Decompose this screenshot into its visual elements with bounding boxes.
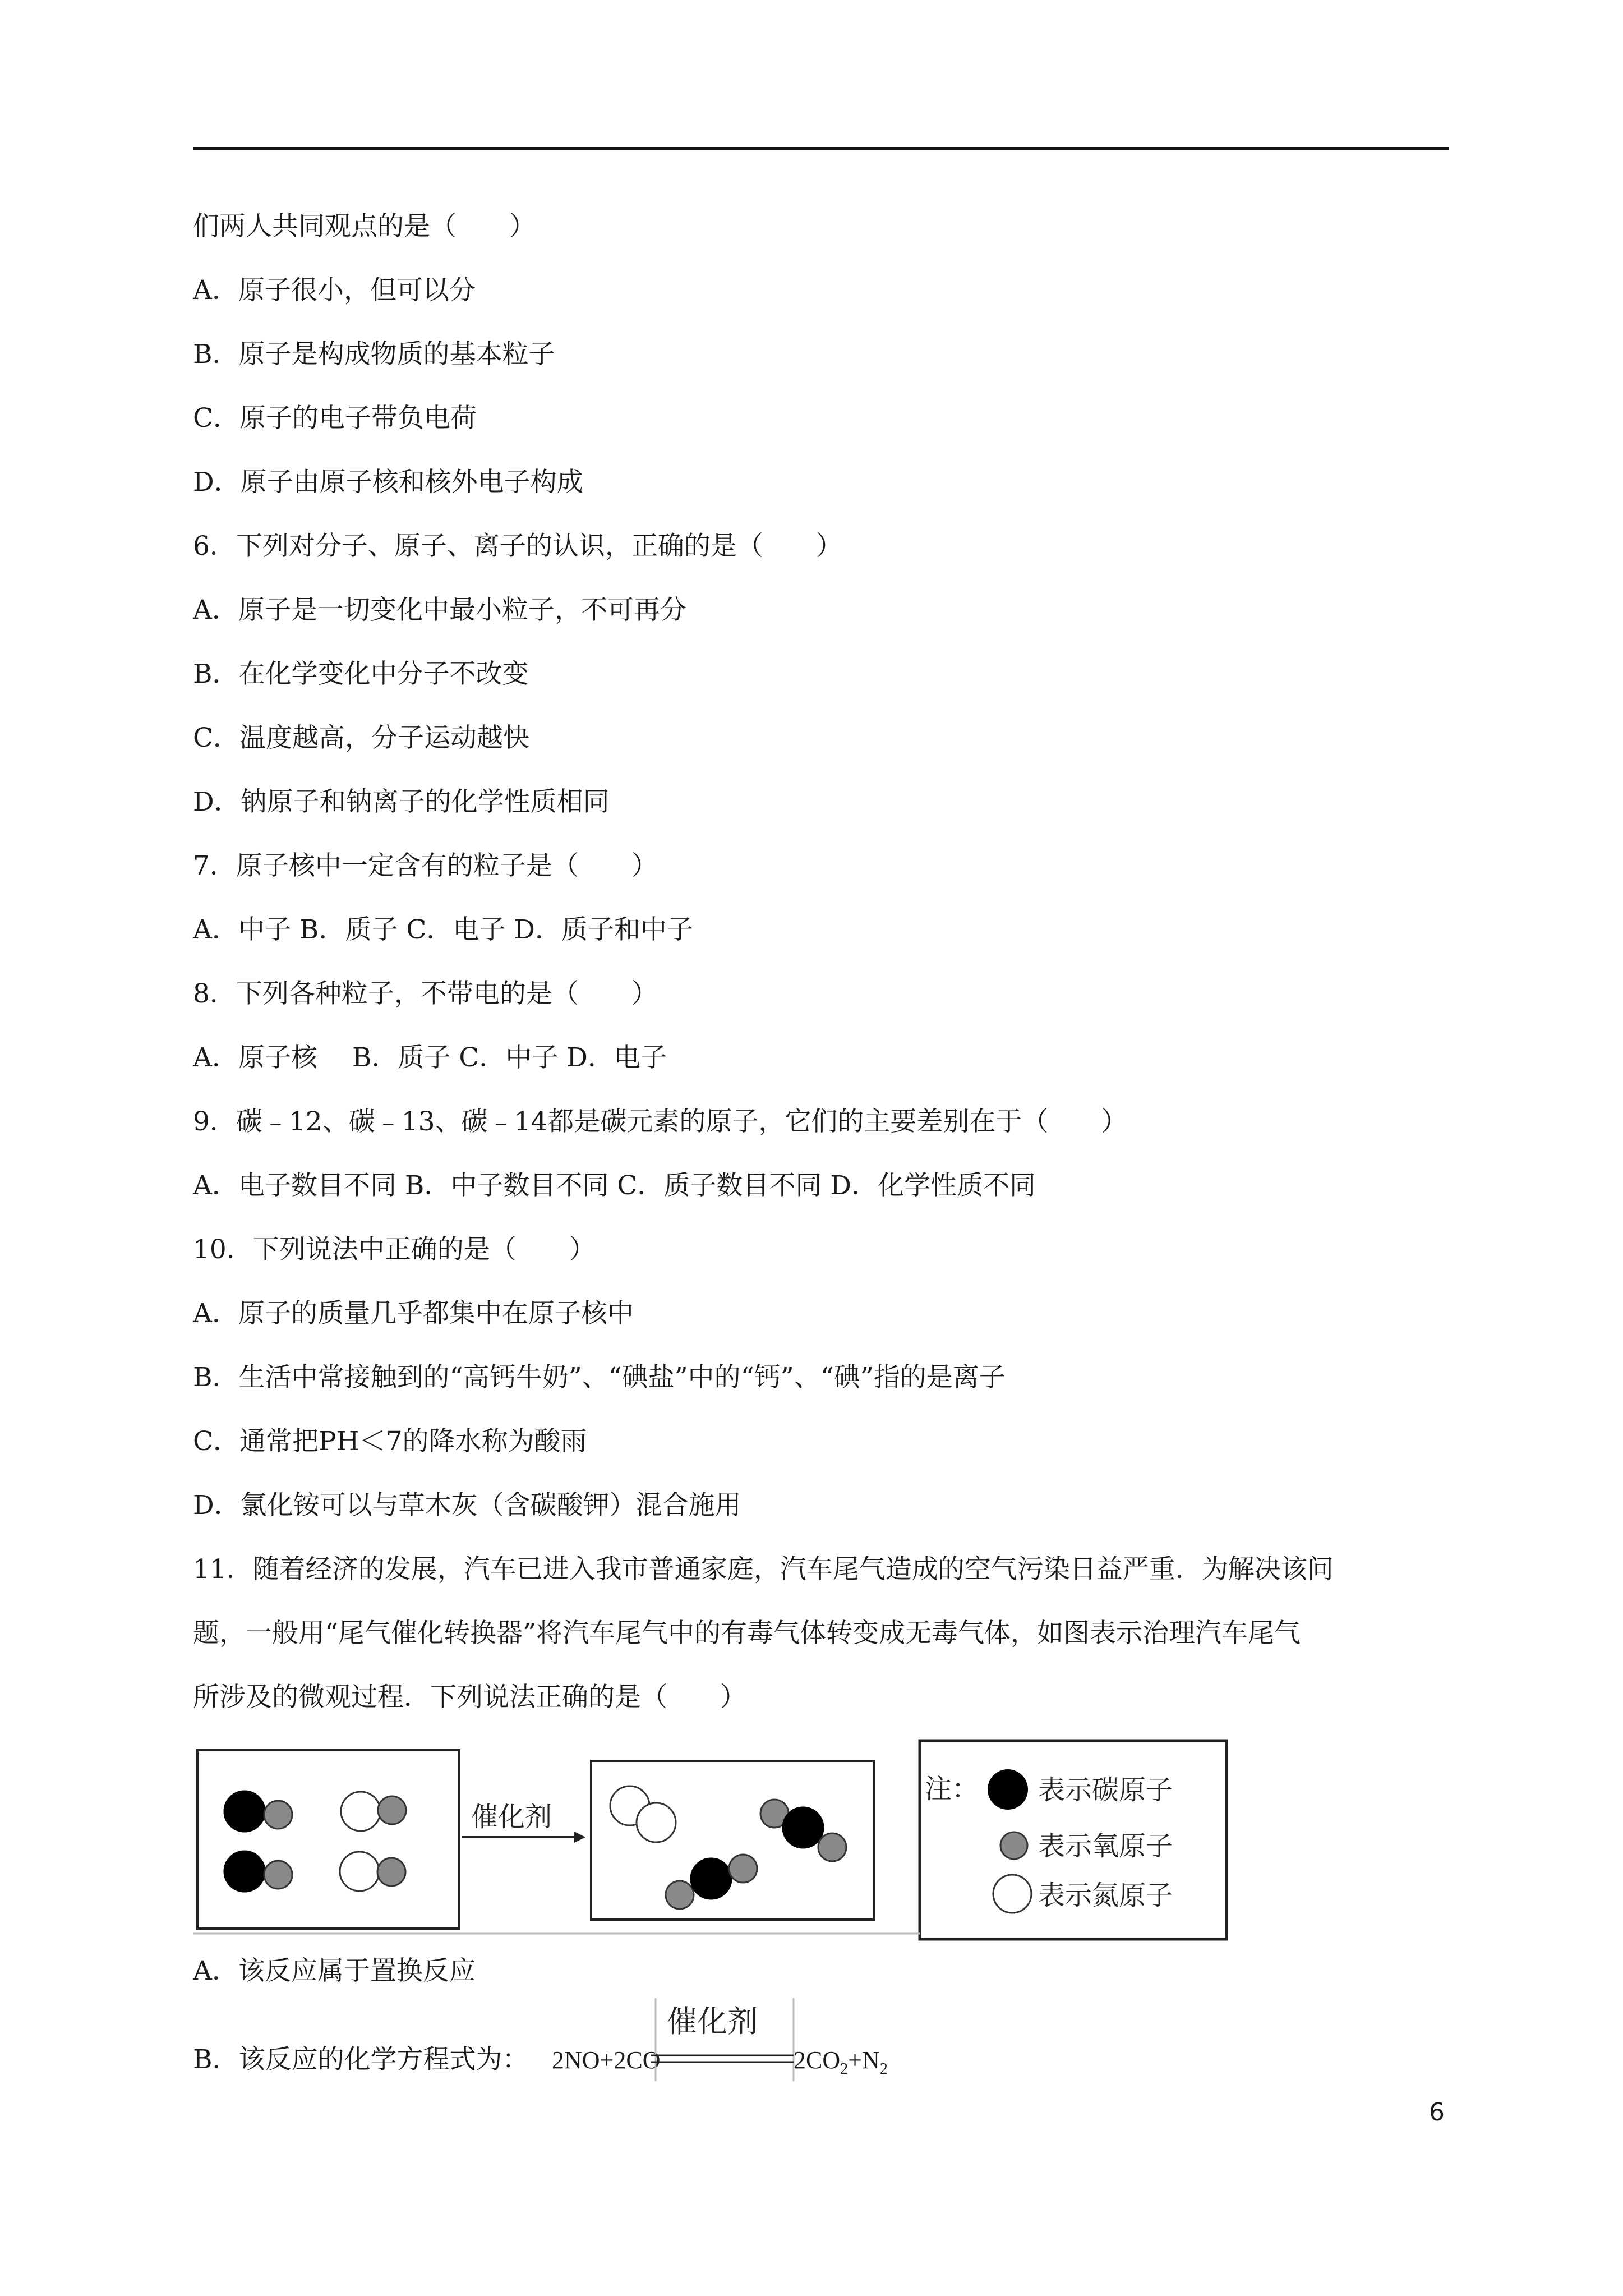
equation-condition: 催化剂 xyxy=(667,2004,758,2039)
option-d: D．氯化铵可以与草木灰（含碳酸钾）混合施用 xyxy=(193,1490,741,1521)
header-rule xyxy=(193,147,1449,150)
catalyst-label: 催化剂 xyxy=(471,1801,552,1833)
co2-molecule xyxy=(666,1855,757,1909)
legend-title: 注： xyxy=(925,1773,979,1805)
question-6: 6．下列对分子、原子、离子的认识，正确的是（ ） xyxy=(193,531,842,562)
option-c: C．温度越高，分子运动越快 xyxy=(193,723,529,753)
option-a: A．原子是一切变化中最小粒子，不可再分 xyxy=(193,595,686,625)
option-d: D．钠原子和钠离子的化学性质相同 xyxy=(193,786,610,817)
equation-products xyxy=(794,2046,888,2078)
equation-prefix: B．该反应的化学方程式为： xyxy=(193,2044,529,2075)
co-molecule xyxy=(224,1791,292,1832)
no-molecule xyxy=(340,1852,405,1891)
option-a: A．原子的质量几乎都集中在原子核中 xyxy=(193,1298,634,1329)
nitrogen-atom-icon xyxy=(993,1875,1031,1913)
legend-nitrogen: 表示氮原子 xyxy=(1038,1880,1173,1911)
option-c: C．原子的电子带负电荷 xyxy=(193,403,477,434)
arrow-head xyxy=(574,1832,585,1843)
question-7: 7．原子核中一定含有的粒子是（ ） xyxy=(193,850,658,881)
page-number: 6 xyxy=(1429,2098,1445,2127)
n2-molecule xyxy=(610,1786,676,1842)
option-a: A．原子很小，但可以分 xyxy=(193,275,476,306)
options-7: A．中子 B．质子 C．电子 D．质子和中子 xyxy=(193,914,693,945)
question-11-cont: 所涉及的微观过程．下列说法正确的是（ ） xyxy=(193,1682,746,1713)
reactants-box xyxy=(197,1750,459,1929)
question-8: 8．下列各种粒子，不带电的是（ ） xyxy=(193,978,658,1009)
question-11: 11．随着经济的发展，汽车已进入我市普通家庭，汽车尾气造成的空气污染日益严重．为解决该问 xyxy=(193,1554,1334,1585)
options-9: A．电子数目不同 B．中子数目不同 C．质子数目不同 D．化学性质不同 xyxy=(193,1170,1036,1201)
options-8: A．原子核 B．质子 C．中子 D．电子 xyxy=(193,1042,667,1073)
question-11-cont: 题，一般用“尾气催化转换器”将汽车尾气中的有毒气体转变成无毒气体，如图表示治理汽车尾气 xyxy=(193,1618,1301,1649)
co-molecule xyxy=(224,1851,292,1892)
option-a: A．该反应属于置换反应 xyxy=(193,1955,476,1986)
text-line: 们两人共同观点的是（ ） xyxy=(193,211,536,242)
option-b: B．生活中常接触到的“高钙牛奶”、“碘盐”中的“钙”、“碘”指的是离子 xyxy=(193,1362,1006,1393)
equation-reactants: 2NO+2CO xyxy=(552,2046,661,2074)
product-co2: 2CO xyxy=(794,2046,841,2074)
carbon-atom-icon xyxy=(988,1769,1028,1810)
option-b: B．在化学变化中分子不改变 xyxy=(193,659,529,689)
no-molecule xyxy=(341,1792,406,1831)
co2-molecule xyxy=(760,1800,846,1861)
subscript: 2 xyxy=(840,2060,849,2078)
subscript: 2 xyxy=(879,2060,888,2078)
reaction-diagram xyxy=(193,1736,1236,1944)
option-b: B．原子是构成物质的基本粒子 xyxy=(193,339,555,370)
option-b-equation xyxy=(193,1997,1034,2098)
question-9: 9．碳﹣12、碳﹣13、碳﹣14都是碳元素的原子，它们的主要差别在于（ ） xyxy=(193,1106,1128,1137)
product-n2: +N xyxy=(848,2046,880,2074)
legend-oxygen: 表示氧原子 xyxy=(1038,1830,1173,1862)
option-d: D．原子由原子核和核外电子构成 xyxy=(193,467,583,498)
option-c: C．通常把PH＜7的降水称为酸雨 xyxy=(193,1426,587,1457)
legend-carbon: 表示碳原子 xyxy=(1038,1774,1173,1806)
question-10: 10．下列说法中正确的是（ ） xyxy=(193,1234,596,1265)
oxygen-atom-icon xyxy=(1000,1832,1027,1859)
